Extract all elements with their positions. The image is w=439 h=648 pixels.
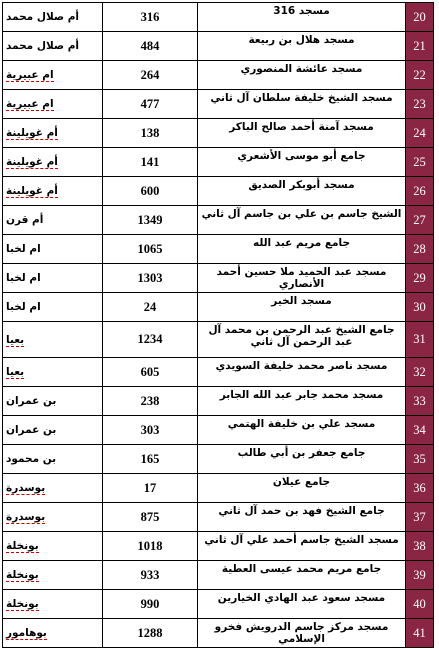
area-cell [3,619,103,648]
row-number-cell: 22 [406,61,434,90]
mosque-name-cell: مسجد محمد جابر عبد الله الجابر [198,387,406,416]
area-cell [3,148,103,177]
table-row [3,293,434,322]
row-number-cell: 32 [406,358,434,387]
area-text: بن محمود [6,453,57,465]
table-row [3,416,434,445]
count-cell: 875 [103,503,198,532]
area-cell [3,445,103,474]
area-text: أم غويلينة [6,185,58,197]
row-number-cell: 30 [406,293,434,322]
mosque-name-cell: جامع الشيخ فهد بن حمد آل ثاني [198,503,406,532]
count-cell: 1018 [103,532,198,561]
area-cell [3,90,103,119]
count-cell: 605 [103,358,198,387]
row-number-cell: 31 [406,322,434,358]
count-cell: 600 [103,177,198,206]
row-number-cell: 35 [406,445,434,474]
row-number-cell: 33 [406,387,434,416]
table-row [3,503,434,532]
area-cell [3,503,103,532]
count-cell: 264 [103,61,198,90]
table-row [3,119,434,148]
count-cell: 316 [103,3,198,32]
area-cell [3,177,103,206]
row-number-cell: 20 [406,3,434,32]
area-text: ام عبيرية [6,98,54,110]
area-cell [3,561,103,590]
table-row [3,90,434,119]
area-cell [3,358,103,387]
mosque-name-cell: مسجد ناصر محمد خليفة السويدي [198,358,406,387]
mosque-name-cell: مسجد الشيخ جاسم أحمد علي آل ثاني [198,532,406,561]
area-text: ام لخبا [6,243,41,255]
mosque-name-cell: مسجد أبوبكر الصديق [198,177,406,206]
area-text: بوهامور [6,627,47,639]
count-cell: 484 [103,32,198,61]
row-number-cell: 34 [406,416,434,445]
table-row [3,358,434,387]
area-text: بعيا [6,333,25,346]
area-text: أم صلال محمد [6,40,80,52]
count-cell: 1303 [103,264,198,293]
mosque-name-cell: جامع عيلان [198,474,406,503]
table-row [3,619,434,648]
area-cell [3,61,103,90]
row-number-cell: 39 [406,561,434,590]
area-text: أم غويلينة [6,156,58,168]
row-number-cell: 26 [406,177,434,206]
area-text: بوسدرة [6,511,46,523]
area-text: بن عمران [6,424,57,436]
table-row [3,474,434,503]
table-row [3,32,434,61]
count-cell: 238 [103,387,198,416]
area-text: ام لخبا [6,301,41,313]
area-text: أم غويلينة [6,127,58,139]
count-cell: 1288 [103,619,198,648]
count-cell: 138 [103,119,198,148]
count-cell: 1349 [103,206,198,235]
area-text: بونخلة [6,540,39,552]
area-text: بن عمران [6,395,57,407]
area-text: بونخلة [6,598,39,610]
count-cell: 990 [103,590,198,619]
area-text: أم صلال محمد [6,11,80,23]
area-cell [3,322,103,358]
row-number-cell: 23 [406,90,434,119]
table-row [3,532,434,561]
mosque-name-cell: مسجد علي بن خليفة الهتمي [198,416,406,445]
mosque-name-cell: الشيخ جاسم بن علي بن جاسم آل ثاني [198,206,406,235]
table-row [3,445,434,474]
area-cell [3,532,103,561]
table-row [3,206,434,235]
area-cell [3,387,103,416]
row-number-cell: 21 [406,32,434,61]
mosque-name-cell: مسجد مركز جاسم الدرويش فخرو الإسلامي [198,619,406,648]
table-row [3,322,434,358]
area-text: بعيا [6,366,25,378]
table-row [3,148,434,177]
mosque-name-cell: جامع أبو موسى الأشعري [198,148,406,177]
count-cell: 17 [103,474,198,503]
row-number-cell: 41 [406,619,434,648]
mosque-name-cell: مسجد عائشة المنصوري [198,61,406,90]
count-cell: 165 [103,445,198,474]
table-row [3,264,434,293]
row-number-cell: 25 [406,148,434,177]
area-cell [3,206,103,235]
area-cell [3,474,103,503]
count-cell: 477 [103,90,198,119]
area-cell [3,119,103,148]
area-cell [3,293,103,322]
area-cell [3,32,103,61]
mosque-name-cell: مسجد سعود عبد الهادي الخيارين [198,590,406,619]
table-row [3,61,434,90]
table-row [3,387,434,416]
table-row [3,235,434,264]
mosques-table [2,2,434,648]
mosque-name-cell: مسجد الشيخ خليفة سلطان آل ثاني [198,90,406,119]
row-number-cell: 38 [406,532,434,561]
area-text: بوسدرة [6,482,46,494]
mosque-name-cell: مسجد 316 [198,3,406,32]
table-row [3,177,434,206]
area-cell [3,416,103,445]
mosque-name-cell: جامع مريم عبد الله [198,235,406,264]
count-cell: 1065 [103,235,198,264]
mosque-name-cell: جامع جعفر بن أبي طالب [198,445,406,474]
mosque-name-cell: مسجد هلال بن ربيعة [198,32,406,61]
count-cell: 303 [103,416,198,445]
mosques-table-body [3,3,434,648]
mosque-name-cell: جامع مريم محمد عيسى العطية [198,561,406,590]
row-number-cell: 36 [406,474,434,503]
mosque-name-cell: مسجد الخير [198,293,406,322]
count-cell: 933 [103,561,198,590]
row-number-cell: 28 [406,235,434,264]
table-row [3,3,434,32]
mosque-name-cell: مسجد آمنة أحمد صالح الباكر [198,119,406,148]
area-text: ام لخبا [6,272,41,284]
count-cell: 141 [103,148,198,177]
area-text: ام عبيرية [6,69,54,81]
count-cell: 1234 [103,322,198,358]
row-number-cell: 37 [406,503,434,532]
area-cell [3,264,103,293]
area-cell [3,235,103,264]
area-text: أم قرن [6,214,44,226]
table-row [3,590,434,619]
row-number-cell: 24 [406,119,434,148]
area-cell [3,3,103,32]
mosque-name-cell: مسجد عبد الحميد ملا حسين أحمد الأنصاري [198,264,406,293]
row-number-cell: 40 [406,590,434,619]
area-text: بونخلة [6,569,39,581]
mosque-name-cell: جامع الشيخ عبد الرحمن بن محمد آل عبد الرحمن آل ثاني [198,322,406,358]
count-cell: 24 [103,293,198,322]
table-row [3,561,434,590]
row-number-cell: 27 [406,206,434,235]
row-number-cell: 29 [406,264,434,293]
area-cell [3,590,103,619]
